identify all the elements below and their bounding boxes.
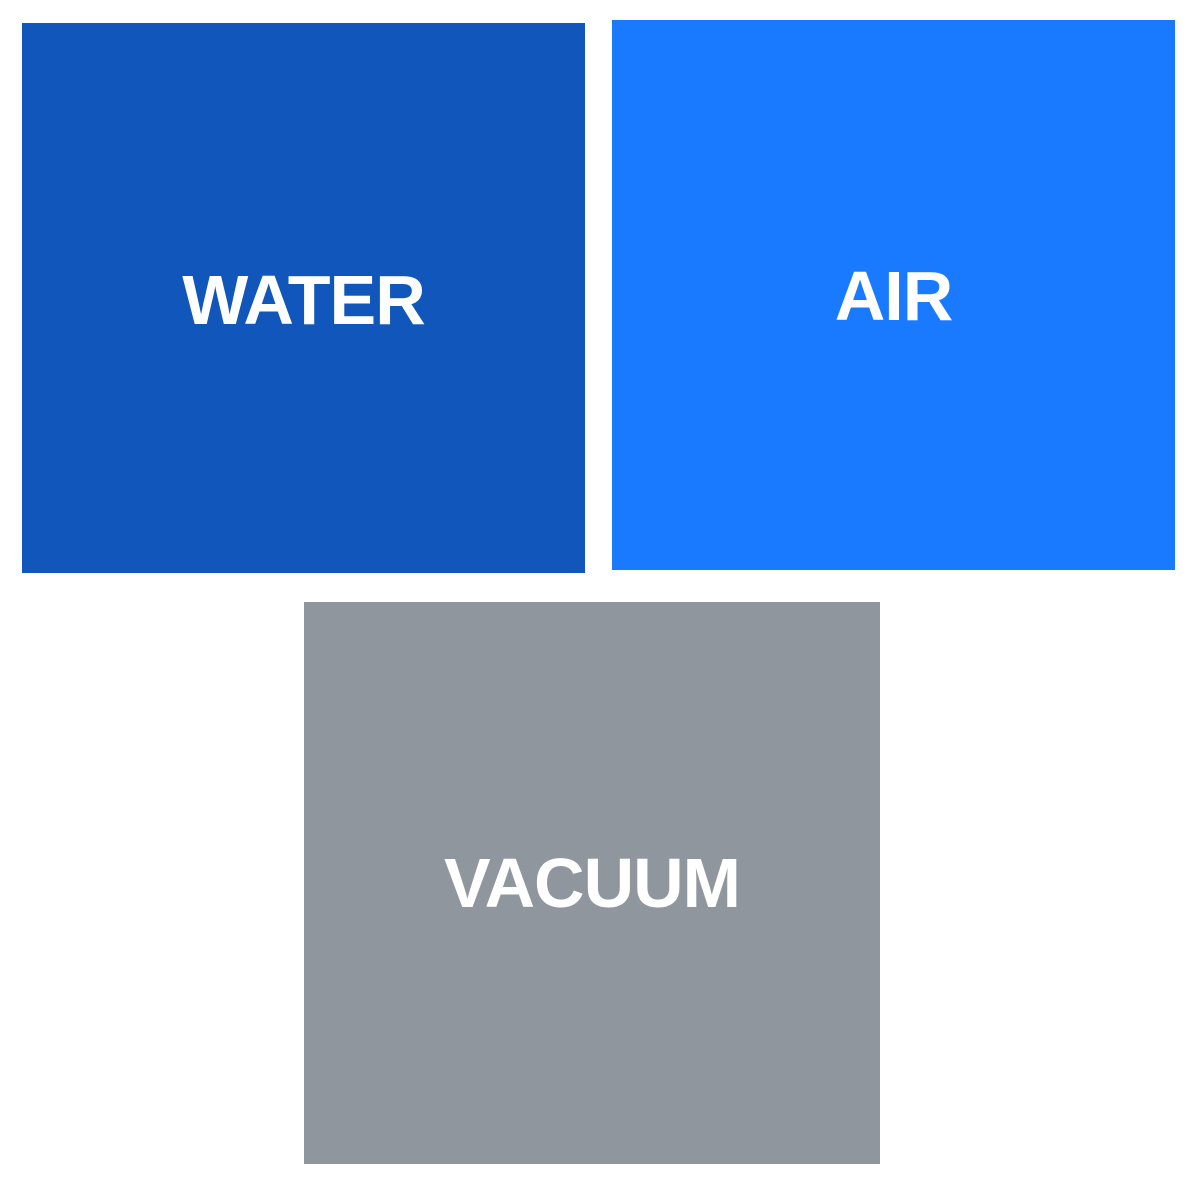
- water-tile[interactable]: [22, 23, 585, 573]
- water-label: WATER: [182, 261, 425, 339]
- vacuum-tile[interactable]: [304, 602, 880, 1164]
- air-tile[interactable]: [612, 20, 1175, 570]
- air-label: AIR: [834, 257, 953, 335]
- vacuum-label: VACUUM: [443, 844, 740, 922]
